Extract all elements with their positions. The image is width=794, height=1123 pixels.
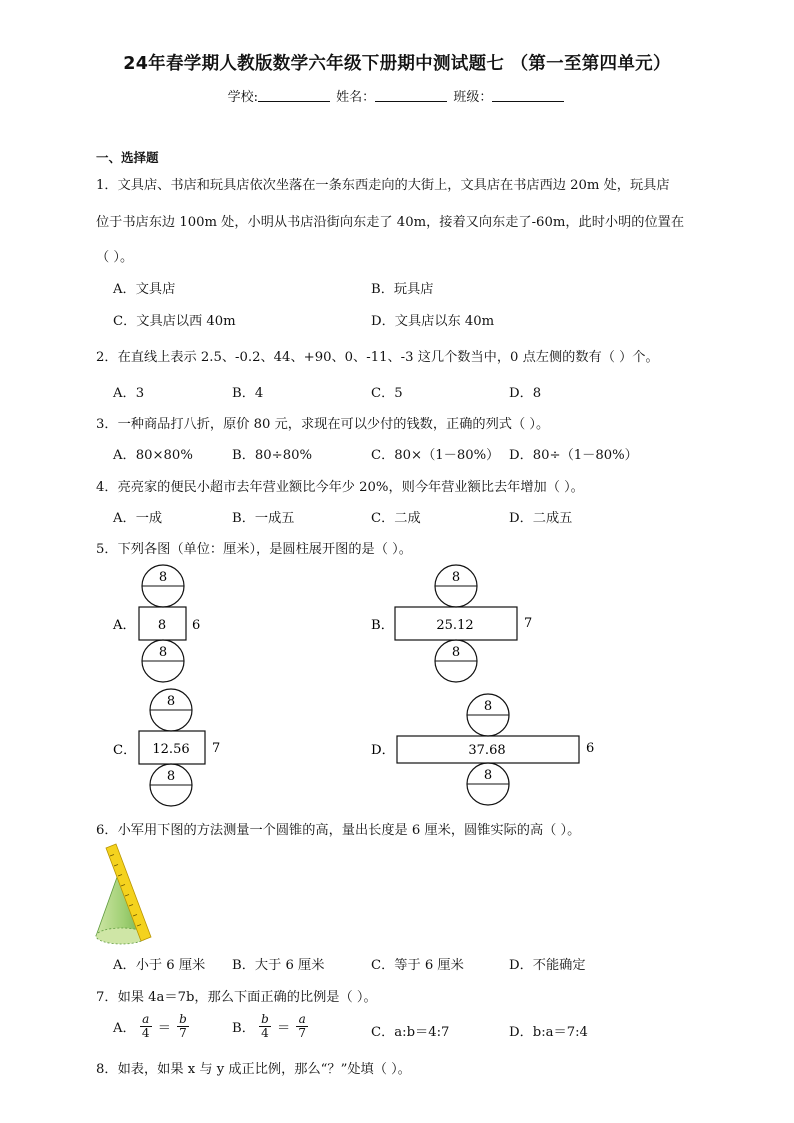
q7-option-a-equals: ＝ [157, 1021, 171, 1036]
q3-option-d: D．80÷（1－80%） [509, 448, 638, 463]
q1-line2: 位于书店东边 100m 处，小明从书店沿街向东走了 40m，接着又向东走了-60m，此时小明的位置在 [96, 215, 685, 230]
side-b-value: 7 [524, 616, 533, 631]
top-circle-a-value: 8 [158, 570, 168, 585]
q4-option-c: C．二成 [371, 511, 421, 526]
q6-option-c: C．等于 6 厘米 [371, 958, 464, 973]
q1-option-d: D．文具店以东 40m [371, 314, 495, 329]
rect-b-value: 25.12 [436, 618, 474, 633]
q7-option-b-fraction-right: $\frac{a}{7}$ [298, 1012, 307, 1040]
top-circle-c-value: 8 [166, 694, 176, 709]
q4-option-b: B．一成五 [232, 511, 295, 526]
q7-option-a-label: A． [113, 1021, 136, 1036]
q5-figure-c-label: C． [113, 743, 137, 758]
q4-option-a: A．一成 [113, 511, 163, 526]
q5-figure-d-label: D． [371, 743, 395, 758]
q2-option-c: C．5 [371, 386, 403, 401]
school-label: 学校: [227, 90, 259, 105]
q1-line3: （ ）。 [96, 250, 134, 265]
rect-d-value: 37.68 [468, 743, 506, 758]
q3-option-b: B．80÷80% [232, 448, 313, 463]
q3-text: 3．一种商品打八折，原价 80 元，求现在可以少付的钱数，正确的列式（ ）。 [96, 417, 550, 432]
q1-option-a: A．文具店 [113, 282, 176, 297]
q6-text: 6．小军用下图的方法测量一个圆锥的高，量出长度是 6 厘米，圆锥实际的高（ ）。 [96, 823, 581, 838]
q5-figure-b-label: B． [371, 618, 394, 633]
q5-figure-d [371, 694, 594, 805]
top-circle-b-value: 8 [451, 570, 461, 585]
section-heading: 一、选择题 [96, 150, 159, 165]
rect-a-value: 8 [157, 618, 167, 633]
side-c-value: 7 [212, 741, 221, 756]
q7-option-d: D．b:a＝7:4 [509, 1025, 588, 1040]
q7-option-a-fraction-right: $\frac{b}{7}$ [179, 1012, 187, 1040]
class-label: 班级： [453, 90, 493, 105]
q6-cone-illustration [96, 844, 151, 944]
q7-option-c: C．a:b＝4:7 [371, 1025, 450, 1040]
q7-option-b-fraction-left: $\frac{b}{4}$ [261, 1012, 269, 1040]
q6-option-a: A．小于 6 厘米 [113, 958, 206, 973]
name-label: 姓名： [336, 90, 376, 105]
q2-option-d: D．8 [509, 386, 542, 401]
q5-figure-c [113, 689, 220, 806]
q5-figure-a-label: A． [113, 618, 136, 633]
q8-text: 8．如表，如果 x 与 y 成正比例，那么“？”处填（ ）。 [96, 1062, 411, 1077]
q4-text: 4．亮亮家的便民小超市去年营业额比今年少 20%，则今年营业额比去年增加（ ）。 [96, 480, 584, 495]
q7-text: 7．如果 4a＝7b，那么下面正确的比例是（ ）。 [96, 990, 377, 1005]
side-a-value: 6 [192, 618, 201, 633]
bottom-circle-b-value: 8 [451, 645, 461, 660]
q2-text: 2．在直线上表示 2.5、-0.2、44、+90、0、-11、-3 这几个数当中，0 点左侧的数有（ ）个。 [96, 350, 659, 365]
side-d-value: 6 [586, 741, 595, 756]
bottom-circle-a-value: 8 [158, 645, 168, 660]
q5-figure-a [112, 565, 200, 682]
q6-option-b: B．大于 6 厘米 [232, 958, 325, 973]
q1-line1: 1．文具店、书店和玩具店依次坐落在一条东西走向的大街上，文具店在书店西边 20m 处，玩具店 [96, 178, 670, 193]
q7-option-a-fraction-left: $\frac{a}{4}$ [141, 1012, 150, 1040]
q7-option-b-equals: ＝ [276, 1021, 291, 1036]
q2-option-b: B．4 [232, 386, 264, 401]
q7-option-a [113, 1013, 189, 1040]
q7-option-b [232, 1013, 308, 1040]
rect-c-value: 12.56 [152, 742, 190, 757]
q1-option-c: C．文具店以西 40m [113, 314, 236, 329]
q1-option-b: B．玩具店 [371, 282, 434, 297]
q5-figure-b [371, 565, 532, 682]
q2-option-a: A．3 [113, 386, 145, 401]
bottom-circle-d-value: 8 [483, 768, 493, 783]
q6-option-d: D．不能确定 [509, 958, 586, 973]
q4-option-d: D．二成五 [509, 511, 573, 526]
q7-option-b-label: B． [232, 1021, 255, 1036]
bottom-circle-c-value: 8 [166, 769, 176, 784]
q3-option-c: C．80×（1－80%） [371, 448, 500, 463]
page-title: 24年春学期人教版数学六年级下册期中测试题七 （第一至第四单元） [123, 54, 671, 74]
q5-text: 5．下列各图（单位：厘米），是圆柱展开图的是（ ）。 [96, 542, 412, 557]
q3-option-a: A．80×80% [113, 448, 193, 463]
top-circle-d-value: 8 [483, 699, 493, 714]
